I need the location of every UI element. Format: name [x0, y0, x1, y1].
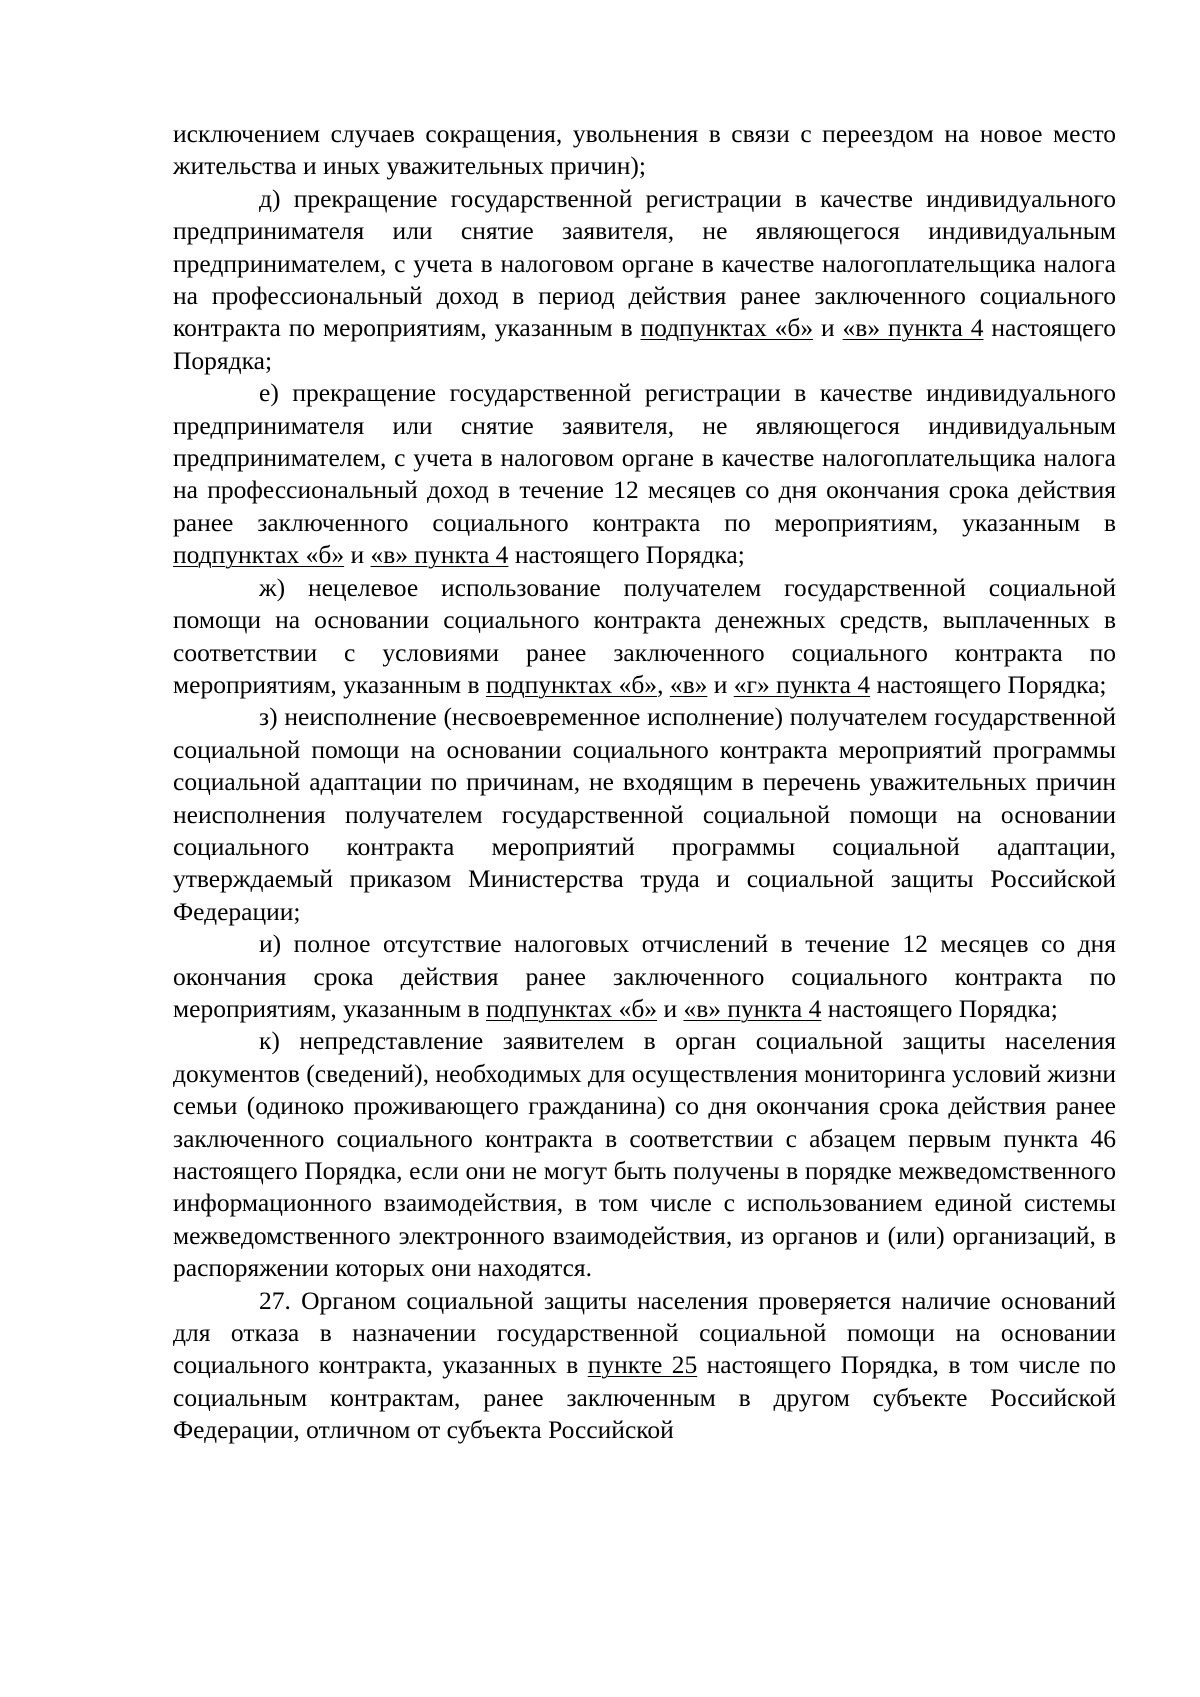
paragraph-text: и — [813, 313, 843, 343]
paragraph-text: ж) нецелевое использование получателем государственной социальной помощи на основании социального контракта денежных средств, выплаченных в соответствии с условиями ранее заключенного социального контракта по мероприятиям, указанным в — [173, 572, 1116, 699]
cross-reference-link[interactable]: «в» — [669, 669, 708, 699]
paragraph-text: настоящего Порядка; — [870, 669, 1107, 699]
paragraph — [173, 118, 1116, 183]
document-body — [173, 118, 1116, 1447]
cross-reference-link[interactable]: подпунктах «б» — [640, 313, 814, 343]
paragraph — [173, 928, 1116, 1025]
cross-reference-link[interactable]: «в» пункта 4 — [683, 993, 822, 1023]
cross-reference-link[interactable]: «в» пункта 4 — [370, 540, 509, 570]
paragraph — [173, 701, 1116, 928]
paragraph-text: е) прекращение государственной регистрации в качестве индивидуального предпринимателя или снятие заявителя, не являющегося индивидуальным предпринимателем, с учета в налоговом органе в качестве налогоплательщика налога на профессиональный доход в течение 12 месяцев со дня окончания срока действия ранее заключенного социального контракта по мероприятиям, указанным в — [173, 378, 1116, 537]
paragraph-text: и — [657, 993, 684, 1023]
cross-reference-link[interactable]: «в» пункта 4 — [842, 313, 984, 343]
paragraph-text: к) непредставление заявителем в орган социальной защиты населения документов (сведений), необходимых для осуществления мониторинга условий жизни семьи (одиноко проживающего гражданина) со дня окончания срока действия ранее заключенного социального контракта в соответствии с абзацем первым пункта 46 настоящего Порядка, если они не могут быть получены в порядке межведомственного информационного взаимодействия, в том числе с использованием единой системы межведомственного электронного взаимодействия, из органов и (или) организаций, в распоряжении которых они находятся. — [173, 1026, 1116, 1283]
paragraph-text: 27. Органом социальной защиты населения проверяется наличие оснований для отказа в назначении государственной социальной помощи на основании социального контракта, указанных в — [173, 1285, 1116, 1380]
paragraph-text: и — [344, 540, 371, 570]
cross-reference-link[interactable]: подпунктах «б» — [485, 669, 658, 699]
paragraph — [173, 377, 1116, 571]
paragraph — [173, 183, 1116, 377]
paragraph-text: з) неисполнение (несвоевременное исполнение) получателем государственной социальной помощи на основании социального контракта мероприятий программы социальной адаптации по причинам, не входящим в перечень уважительных причин неисполнения получателем государственной социальной помощи на основании социального контракта мероприятий программы социальной адаптации, утверждаемый приказом Министерства труда и социальной защиты Российской Федерации; — [173, 702, 1116, 926]
paragraph-text: настоящего Порядка; — [821, 993, 1058, 1023]
paragraph — [173, 1285, 1116, 1447]
paragraph-text: настоящего Порядка, в том числе по социальным контрактам, ранее заключенным в другом субъекте Российской Федерации, отличном от субъекта Российской — [173, 1350, 1117, 1445]
cross-reference-link[interactable]: «г» пункта 4 — [733, 669, 871, 699]
paragraph — [173, 572, 1116, 702]
paragraph-text: и — [707, 669, 734, 699]
paragraph-text: настоящего Порядка; — [173, 313, 1116, 375]
paragraph-text: , — [657, 669, 670, 699]
paragraph-text: д) прекращение государственной регистрации в качестве индивидуального предпринимателя или снятие заявителя, не являющегося индивидуальным предпринимателем, с учета в налоговом органе в качестве налогоплательщика налога на профессиональный доход в период действия ранее заключенного социального контракта по мероприятиям, указанным в — [173, 183, 1116, 343]
paragraph — [173, 1025, 1116, 1284]
paragraph-text: исключением случаев сокращения, увольнения в связи с переездом на новое место жительства и иных уважительных причин); — [173, 119, 1116, 181]
cross-reference-link[interactable]: подпунктах «б» — [485, 993, 658, 1023]
paragraph-text: настоящего Порядка; — [508, 540, 745, 570]
cross-reference-link[interactable]: подпунктах «б» — [173, 540, 345, 570]
cross-reference-link[interactable]: пункте 25 — [587, 1350, 698, 1380]
paragraph-text: и) полное отсутствие налоговых отчислений в течение 12 месяцев со дня окончания срока действия ранее заключенного социального контракта по мероприятиям, указанным в — [173, 929, 1116, 1023]
